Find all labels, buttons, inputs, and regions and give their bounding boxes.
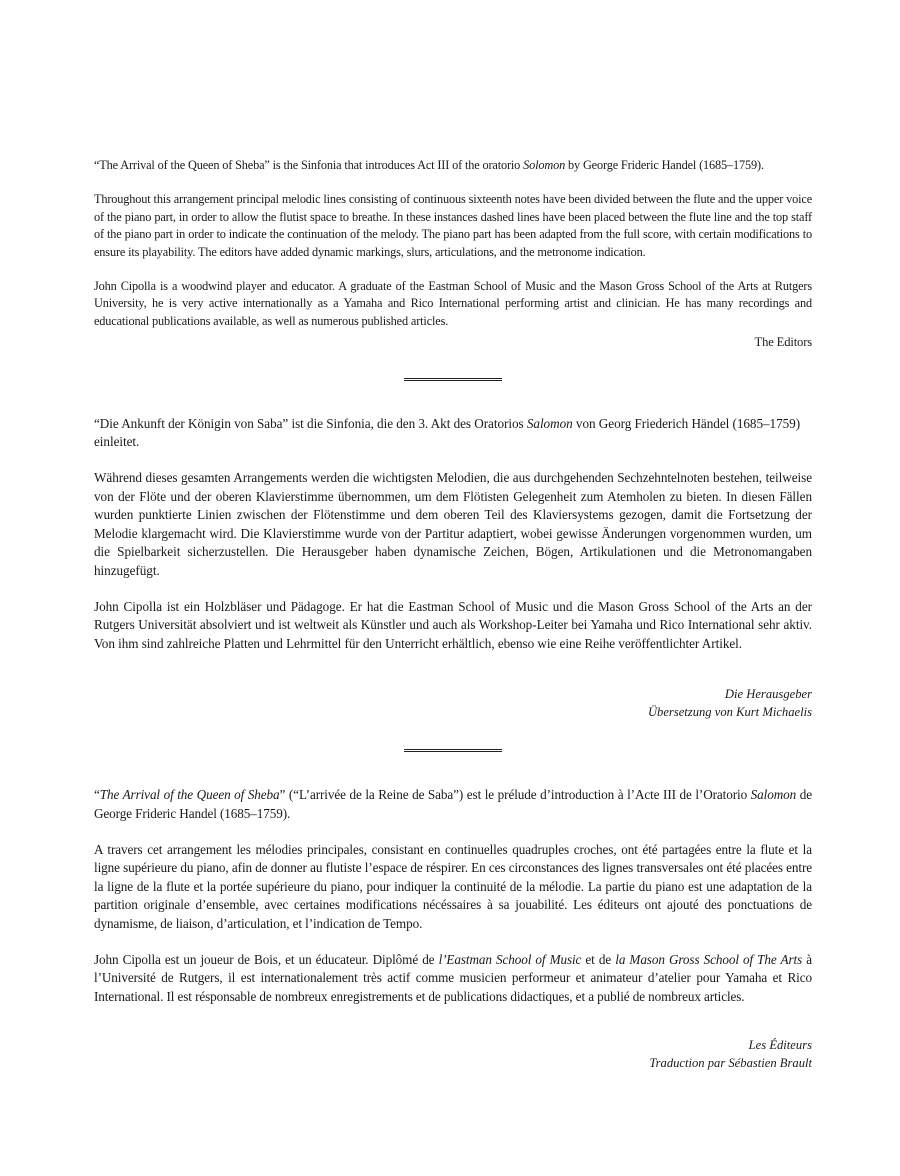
french-bio-text-end: à l’Université de Rutgers, il est internationalement très actif comme musicien performeur et animateur d’atelier pour Yamaha et Rico International. Il est résponsable de nombreux enregistrements et de publications didactiques, et a publié de nombreux articles. — [94, 951, 813, 1004]
french-mason-gross-school: la Mason Gross School of The Arts — [615, 951, 803, 967]
english-signature: The Editors — [754, 335, 812, 350]
french-bio-text-mid: et de — [581, 951, 616, 967]
english-bio-paragraph: John Cipolla is a woodwind player and educator. A graduate of the Eastman School of Music and the Mason Gross School of the Arts at Rutgers University, he is very active internationally as a Yamaha and Rico International performing artist and clinician. He has many recordings and educational publications available, as well as numerous published articles. — [94, 279, 812, 328]
document-page — [94, 157, 812, 1072]
french-intro-text-end: de George Frideric Handel (1685–1759). — [94, 787, 812, 821]
french-oratorio-title: Salomon — [750, 787, 797, 803]
german-intro-text: “Die Ankunft der Königin von Saba” ist die Sinfonia, die den 3. Akt des Oratorios — [94, 415, 527, 431]
german-intro-paragraph — [94, 415, 812, 452]
french-bio-text: John Cipolla est un joueur de Bois, et un éducateur. Diplômé de — [94, 951, 439, 967]
french-bio-paragraph — [94, 951, 812, 1006]
french-signature-editors: Les Éditeurs — [748, 1038, 812, 1053]
french-piece-title: The Arrival of the Queen of Sheba — [99, 787, 280, 803]
french-eastman-school: l’Eastman School of Music — [438, 951, 582, 967]
english-section — [94, 157, 812, 352]
german-arrangement-paragraph: Während dieses gesamten Arrangements werden die wichtigsten Melodien, die aus durchgehenden Sechzehntelnoten bestehen, teilweise von der Flöte und der oberen Klavierstimme übernommen, um dem Flötisten Gelegenheit zum Atemholen zu bieten. In diesen Fällen wurden punktierte Linien zwischen der Flötenstimme und dem oberen Teil des Klaviersystems gezogen, damit die Fortsetzung der Melodie klargemacht wird. Die Klavierstimme wurde von der Partitur adaptiert, wobei gewisse Änderungen vorgenommen wurden, um die Spielbarkeit sicherzustellen. Die Herausgeber haben dynamische Zeichen, Bögen, Artikulationen und die Metronomangaben hinzugefügt. — [94, 470, 812, 578]
french-quote-open: “ — [94, 787, 100, 803]
french-signature-translator: Traduction par Sébastien Brault — [649, 1056, 812, 1071]
german-bio-paragraph: John Cipolla ist ein Holzbläser und Pädagoge. Er hat die Eastman School of Music und die Mason Gross School of the Arts an der Rutgers Universität absolviert und ist weltweit als Künstler und auch als Workshop-Leiter bei Yamaha und Rico International sehr aktiv. Von ihm sind zahlreiche Platten und Lehrmittel für den Unterricht erhältlich, ebenso wie eine Reihe veröffentlichter Artikel. — [94, 598, 812, 651]
english-oratorio-title: Solomon — [523, 158, 566, 172]
french-intro-text: ” (“L’arrivée de la Reine de Saba”) est le prélude d’introduction à l’Acte III de l’Oratorio — [279, 787, 751, 803]
german-signature-translator: Übersetzung von Kurt Michaelis — [647, 705, 812, 720]
french-arrangement-paragraph: A travers cet arrangement les mélodies principales, consistant en continuelles quadruples croches, ont été partagées entre la flute et la ligne supérieure du piano, afin de donner au flutiste l’espace de réspirer. En ces circonstances des lignes transversales ont été placées entre la ligne de la flute et la portée supérieure du piano, pour indiquer la continuité de la mélodie. La partie du piano est une adaptation de la partition originale d’ensemble, avec certaines modifications nécéssaires à sa jouabilité. Les éditeurs ont ajouté des ponctuations de dynamisme, de liaison, d’articulation, et l’indication de Tempo. — [94, 841, 812, 931]
english-intro-paragraph — [94, 157, 812, 174]
english-intro-text-end: by George Frideric Handel (1685–1759). — [565, 158, 764, 172]
german-section — [94, 415, 812, 721]
german-intro-text-end: von Georg Friederich Händel (1685–1759) einleitet. — [94, 415, 801, 450]
english-intro-text: “The Arrival of the Queen of Sheba” is the Sinfonia that introduces Act III of the oratorio — [94, 158, 524, 172]
german-signature-editors: Die Herausgeber — [724, 687, 812, 702]
french-intro-paragraph — [94, 786, 812, 823]
french-section — [94, 786, 812, 1072]
english-arrangement-paragraph: Throughout this arrangement principal melodic lines consisting of continuous sixteenth notes have been divided between the flute and the upper voice of the piano part, in order to allow the flutist space to breathe. In these instances dashed lines have been placed between the flute line and the top staff of the piano part in order to indicate the continuation of the melody. The piano part has been adapted from the full score, with certain modifications to ensure its playability. The editors have added dynamic markings, slurs, articulations, and the metronome indication. — [94, 192, 812, 259]
german-oratorio-title: Salomon — [526, 415, 573, 431]
